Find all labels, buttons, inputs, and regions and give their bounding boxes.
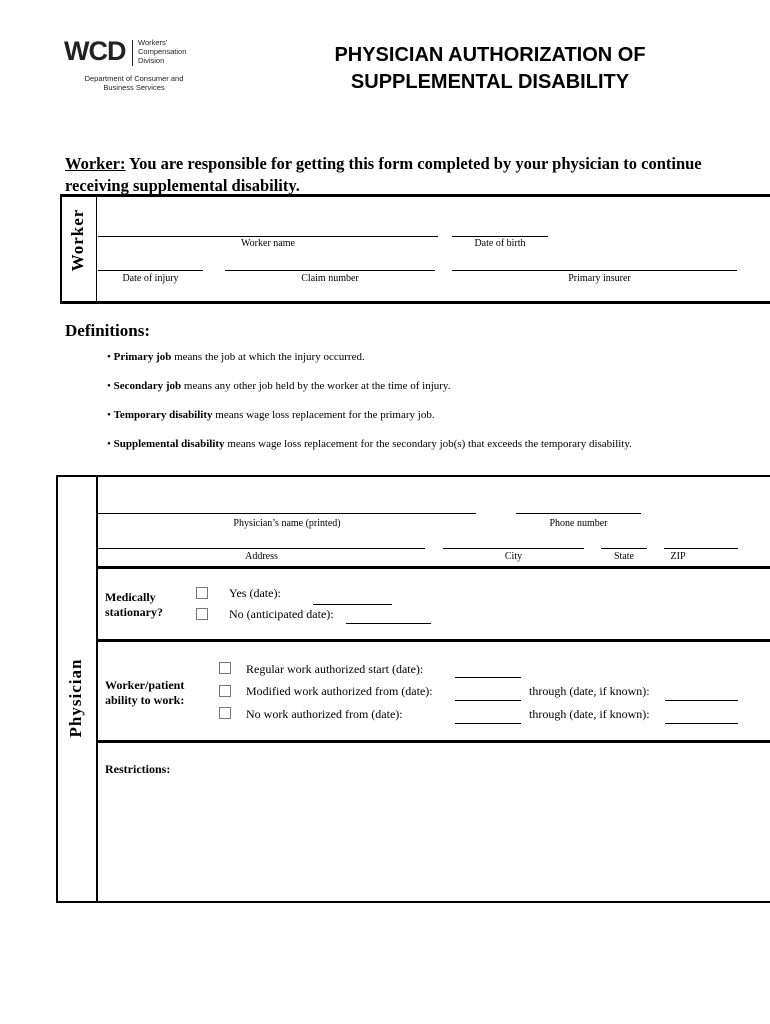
logo-division: Workers' Compensation Division	[138, 38, 187, 65]
physician-name-caption: Physician’s name (printed)	[233, 518, 341, 529]
physician-name-field[interactable]	[98, 513, 476, 514]
no-work-label: No work authorized from (date):	[246, 707, 403, 721]
label-line: stationary?	[105, 605, 163, 619]
primary-insurer-field[interactable]	[452, 270, 737, 271]
state-caption: State	[614, 551, 634, 562]
worker-section-label: Worker	[68, 208, 87, 272]
intro-label: Worker:	[65, 154, 126, 173]
date-of-birth-field[interactable]	[452, 236, 548, 237]
stationary-no-date-field[interactable]	[346, 623, 431, 624]
title-line-1: PHYSICIAN AUTHORIZATION OF	[334, 44, 646, 66]
worker-tab-divider	[96, 196, 97, 302]
city-field[interactable]	[443, 548, 584, 549]
definition-term: Supplemental disability	[113, 438, 225, 450]
definition-text: means wage loss replacement for the primary job.	[212, 409, 435, 421]
primary-insurer-caption: Primary insurer	[568, 273, 631, 284]
restrictions-label: Restrictions:	[105, 762, 171, 776]
physician-tab-divider	[96, 477, 98, 901]
modified-work-checkbox[interactable]	[219, 685, 231, 697]
worker-name-caption: Worker name	[241, 238, 295, 249]
no-work-through-label: through (date, if known):	[529, 707, 650, 721]
section-rule	[98, 639, 770, 642]
zip-caption: ZIP	[670, 551, 686, 562]
modified-work-through-label: through (date, if known):	[529, 684, 650, 698]
stationary-no-label: No (anticipated date):	[229, 607, 334, 621]
regular-work-label: Regular work authorized start (date):	[246, 662, 424, 676]
definition-text: means any other job held by the worker at the time of injury.	[181, 380, 451, 392]
modified-work-from-field[interactable]	[455, 700, 521, 701]
address-caption: Address	[245, 551, 278, 562]
no-work-checkbox[interactable]	[219, 707, 231, 719]
city-caption: City	[504, 551, 523, 562]
label-line: Medically	[105, 590, 156, 604]
restrictions-textarea[interactable]	[100, 780, 760, 898]
title-line-2: SUPPLEMENTAL DISABILITY	[350, 71, 630, 93]
logo-text: WCD	[64, 36, 126, 66]
claim-number-field[interactable]	[225, 270, 435, 271]
stationary-no-checkbox[interactable]	[196, 608, 208, 620]
regular-work-checkbox[interactable]	[219, 662, 231, 674]
ability-to-work-label	[105, 678, 184, 708]
label-line: Worker/patient	[105, 678, 185, 692]
date-of-injury-caption: Date of injury	[122, 273, 179, 284]
regular-work-date-field[interactable]	[455, 677, 521, 678]
definition-term: Primary job	[113, 351, 172, 363]
definition-term: Secondary job	[113, 380, 182, 392]
definition-item: • Temporary disability means wage loss replacement for the primary job.	[107, 409, 435, 421]
worker-name-field[interactable]	[98, 236, 438, 237]
no-work-from-field[interactable]	[455, 723, 521, 724]
definition-text: means wage loss replacement for the secondary job(s) that exceeds the temporary disability.	[224, 438, 632, 450]
phone-number-field[interactable]	[516, 513, 641, 514]
section-rule	[98, 740, 770, 743]
form-title	[290, 42, 690, 96]
physician-section-label: Physician	[66, 658, 85, 738]
date-of-injury-field[interactable]	[98, 270, 203, 271]
logo-department: Department of Consumer and Business Services	[84, 74, 184, 92]
label-line: ability to work:	[105, 693, 185, 707]
wcd-logo	[64, 30, 194, 94]
stationary-yes-checkbox[interactable]	[196, 587, 208, 599]
worker-section	[60, 194, 770, 304]
logo-divider	[132, 40, 133, 66]
stationary-yes-label: Yes (date):	[229, 586, 281, 600]
intro-instructions	[65, 153, 705, 197]
medically-stationary-label	[105, 590, 163, 620]
stationary-yes-date-field[interactable]	[313, 604, 392, 605]
definition-item: • Primary job means the job at which the injury occurred.	[107, 351, 365, 363]
zip-field[interactable]	[664, 548, 738, 549]
section-rule	[98, 566, 770, 569]
modified-work-label: Modified work authorized from (date):	[246, 684, 433, 698]
definition-item: • Supplemental disability means wage loss replacement for the secondary job(s) that exceeds the temporary disability.	[107, 438, 632, 450]
claim-number-caption: Claim number	[301, 273, 359, 284]
definition-text: means the job at which the injury occurred.	[171, 351, 365, 363]
definitions-title: Definitions:	[65, 321, 150, 340]
modified-work-through-field[interactable]	[665, 700, 738, 701]
definition-term: Temporary disability	[113, 409, 213, 421]
date-of-birth-caption: Date of birth	[474, 238, 526, 249]
phone-number-caption: Phone number	[549, 518, 608, 529]
state-field[interactable]	[601, 548, 647, 549]
address-field[interactable]	[98, 548, 425, 549]
no-work-through-field[interactable]	[665, 723, 738, 724]
definition-item: • Secondary job means any other job held by the worker at the time of injury.	[107, 380, 451, 392]
intro-text: You are responsible for getting this form completed by your physician to continue receiving supplemental disability.	[65, 154, 702, 195]
